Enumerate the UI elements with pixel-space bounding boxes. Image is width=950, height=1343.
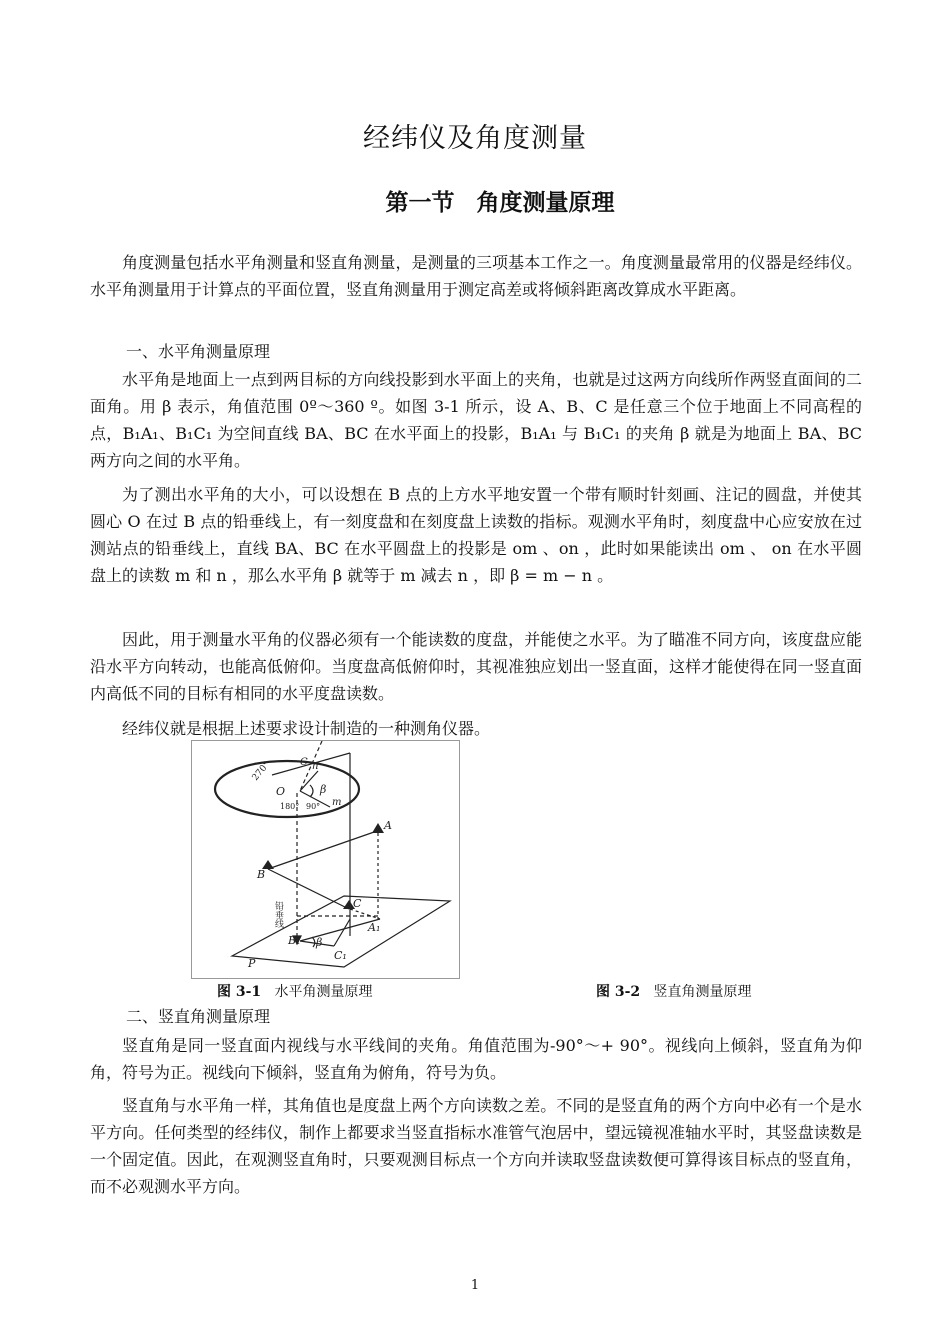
paragraph-theodolite: 经纬仪就是根据上述要求设计制造的一种测角仪器。 xyxy=(122,719,491,738)
label-n: n xyxy=(312,761,319,772)
section-title: 角度测量原理 xyxy=(476,190,615,216)
label-plumb-line: 铅垂线 xyxy=(273,901,283,928)
paragraph-vertical-definition: 竖直角是同一竖直面内视线与水平线间的夹角。角值范围为-90°～+ 90°。视线向上倾斜，竖直角为仰角，符号为正。视线向下倾斜，竖直角为俯角，符号为负。 xyxy=(90,1036,862,1082)
figure-label-3-1: 图 3-1 xyxy=(217,984,262,1000)
label-a: A xyxy=(384,819,392,832)
label-c-top: C xyxy=(300,757,308,768)
label-270: 270° xyxy=(250,759,273,783)
figure-horizontal-angle xyxy=(191,740,460,979)
paragraph-vertical-reading: 竖直角与水平角一样，其角值也是度盘上两个方向读数之差。不同的是竖直角的两个方向中必有一个是水平方向。任何类型的经纬仪，制作上都要求当竖直指标水准管气泡居中，望远镜视准轴水平时，其竖盘读数是一个固定值。因此，在观测竖直角时，只要观测目标点一个方向并读取竖盘读数便可算得该目标点的竖直角，而不必观测水平方向。 xyxy=(90,1096,862,1196)
paragraph-horizontal-definition: 水平角是地面上一点到两目标的方向线投影到水平面上的夹角，也就是过这两方向线所作两竖直面间的二面角。用 β 表示，角值范围 0º～360 º。如图 3-1 所示，设 A、B、C 是任意三个位于地面上不同高程的点，B₁A₁、B₁C₁ 为空间直线 BA、BC 在水平面上的投影，B₁A₁ 与 B₁C₁ 的夹角 β 就是为地面上 BA、BC 两方向之间的水平角。 xyxy=(90,370,862,470)
subheading-vertical-angle: 二、竖直角测量原理 xyxy=(126,1007,271,1026)
figure-caption-text-3-2: 竖直角测量原理 xyxy=(653,984,752,1000)
document-title: 经纬仪及角度测量 xyxy=(363,123,587,154)
label-a1: A₁ xyxy=(368,921,381,934)
label-c1: C₁ xyxy=(334,949,347,962)
section-number: 第一节 xyxy=(385,190,455,216)
figure-horizontal-angle-diagram xyxy=(192,741,459,978)
label-m: m xyxy=(332,797,342,808)
subheading-horizontal-angle: 一、水平角测量原理 xyxy=(126,342,271,361)
figure-caption-text-3-1: 水平角测量原理 xyxy=(274,984,373,1000)
label-beta-bottom: β xyxy=(316,936,323,949)
label-180: 180° xyxy=(280,802,300,811)
figure-caption-3-1 xyxy=(217,982,373,1002)
label-90: 90° xyxy=(306,802,321,811)
figure-label-3-2: 图 3-2 xyxy=(596,984,641,1000)
paragraph-horizontal-disk: 为了测出水平角的大小，可以设想在 B 点的上方水平地安置一个带有顺时针刻画、注记的圆盘，并使其圆心 O 在过 B 点的铅垂线上，有一刻度盘和在刻度盘上读数的指标。观测水平角时，刻度盘中心应安放在过测站点的铅垂线上，直线 BA、BC 在水平圆盘上的投影是 om 、on ，此时如果能读出 om 、 on 在水平圆盘上的读数 m 和 n ，那么水平角 β 就等于 m 减去 n ，即 β = m − n 。 xyxy=(90,485,862,585)
paragraph-instrument-requirements: 因此，用于测量水平角的仪器必须有一个能读数的度盘，并能使之水平。为了瞄准不同方向，该度盘应能沿水平方向转动，也能高低俯仰。当度盘高低俯仰时，其视准独应划出一竖直面，这样才能使得在同一竖直面内高低不同的目标有相同的水平度盘读数。 xyxy=(90,630,862,703)
label-c: C xyxy=(353,897,362,910)
section-heading xyxy=(0,184,950,217)
page-number: 1 xyxy=(470,1278,480,1293)
label-b1: B₁ xyxy=(288,934,301,947)
label-beta-top: β xyxy=(320,783,327,796)
figure-caption-3-2 xyxy=(596,982,752,1002)
label-p: P xyxy=(248,957,256,970)
paragraph-intro: 角度测量包括水平角测量和竖直角测量，是测量的三项基本工作之一。角度测量最常用的仪器是经纬仪。水平角测量用于计算点的平面位置，竖直角测量用于测定高差或将倾斜距离改算成水平距离。 xyxy=(90,253,862,299)
label-o: O xyxy=(276,785,286,798)
label-b: B xyxy=(257,868,266,881)
